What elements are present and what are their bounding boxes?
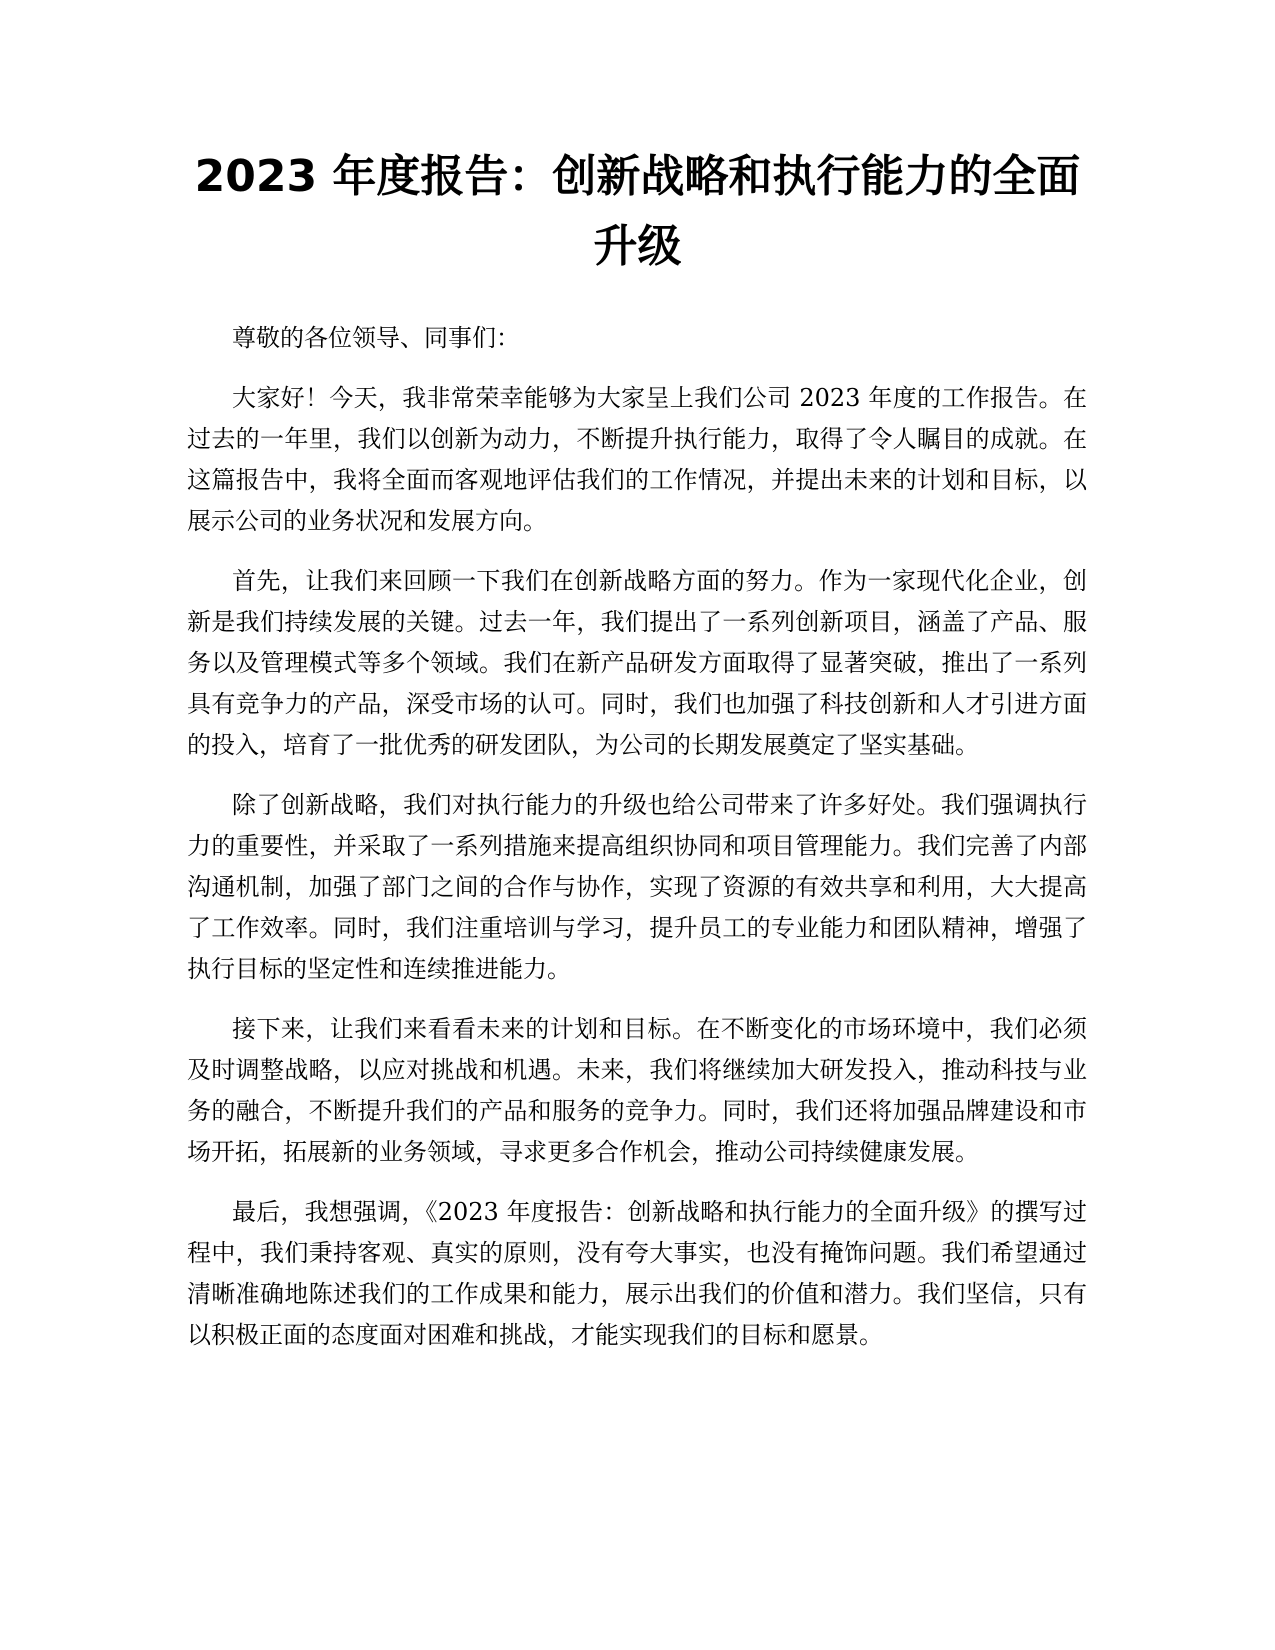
paragraph-closing: 最后，我想强调，《2023 年度报告：创新战略和执行能力的全面升级》的撰写过程中，我们秉持客观、真实的原则，没有夸大事实，也没有掩饰问题。我们希望通过清晰准确地陈述我们的工作成果和能力，展示出我们的价值和潜力。我们坚信，只有以积极正面的态度面对困难和挑战，才能实现我们的目标和愿景。	[187, 1198, 1087, 1349]
paragraph-future-plans: 接下来，让我们来看看未来的计划和目标。在不断变化的市场环境中，我们必须及时调整战略，以应对挑战和机遇。未来，我们将继续加大研发投入，推动科技与业务的融合，不断提升我们的产品和服务的竞争力。同时，我们还将加强品牌建设和市场开拓，拓展新的业务领域，寻求更多合作机会，推动公司持续健康发展。	[187, 1015, 1087, 1166]
document-body	[187, 318, 1087, 1375]
paragraph-execution: 除了创新战略，我们对执行能力的升级也给公司带来了许多好处。我们强调执行力的重要性，并采取了一系列措施来提高组织协同和项目管理能力。我们完善了内部沟通机制，加强了部门之间的合作与协作，实现了资源的有效共享和利用，大大提高了工作效率。同时，我们注重培训与学习，提升员工的专业能力和团队精神，增强了执行目标的坚定性和连续推进能力。	[187, 791, 1087, 983]
document-title: 2023 年度报告：创新战略和执行能力的全面升级	[194, 151, 1081, 272]
salutation: 尊敬的各位领导、同事们：	[232, 324, 520, 352]
paragraph-greeting: 大家好！今天，我非常荣幸能够为大家呈上我们公司 2023 年度的工作报告。在过去的一年里，我们以创新为动力，不断提升执行能力，取得了令人瞩目的成就。在这篇报告中，我将全面而客观地评估我们的工作情况，并提出未来的计划和目标，以展示公司的业务状况和发展方向。	[187, 384, 1087, 535]
paragraph-innovation: 首先，让我们来回顾一下我们在创新战略方面的努力。作为一家现代化企业，创新是我们持续发展的关键。过去一年，我们提出了一系列创新项目，涵盖了产品、服务以及管理模式等多个领域。我们在新产品研发方面取得了显著突破，推出了一系列具有竞争力的产品，深受市场的认可。同时，我们也加强了科技创新和人才引进方面的投入，培育了一批优秀的研发团队，为公司的长期发展奠定了坚实基础。	[187, 567, 1087, 759]
